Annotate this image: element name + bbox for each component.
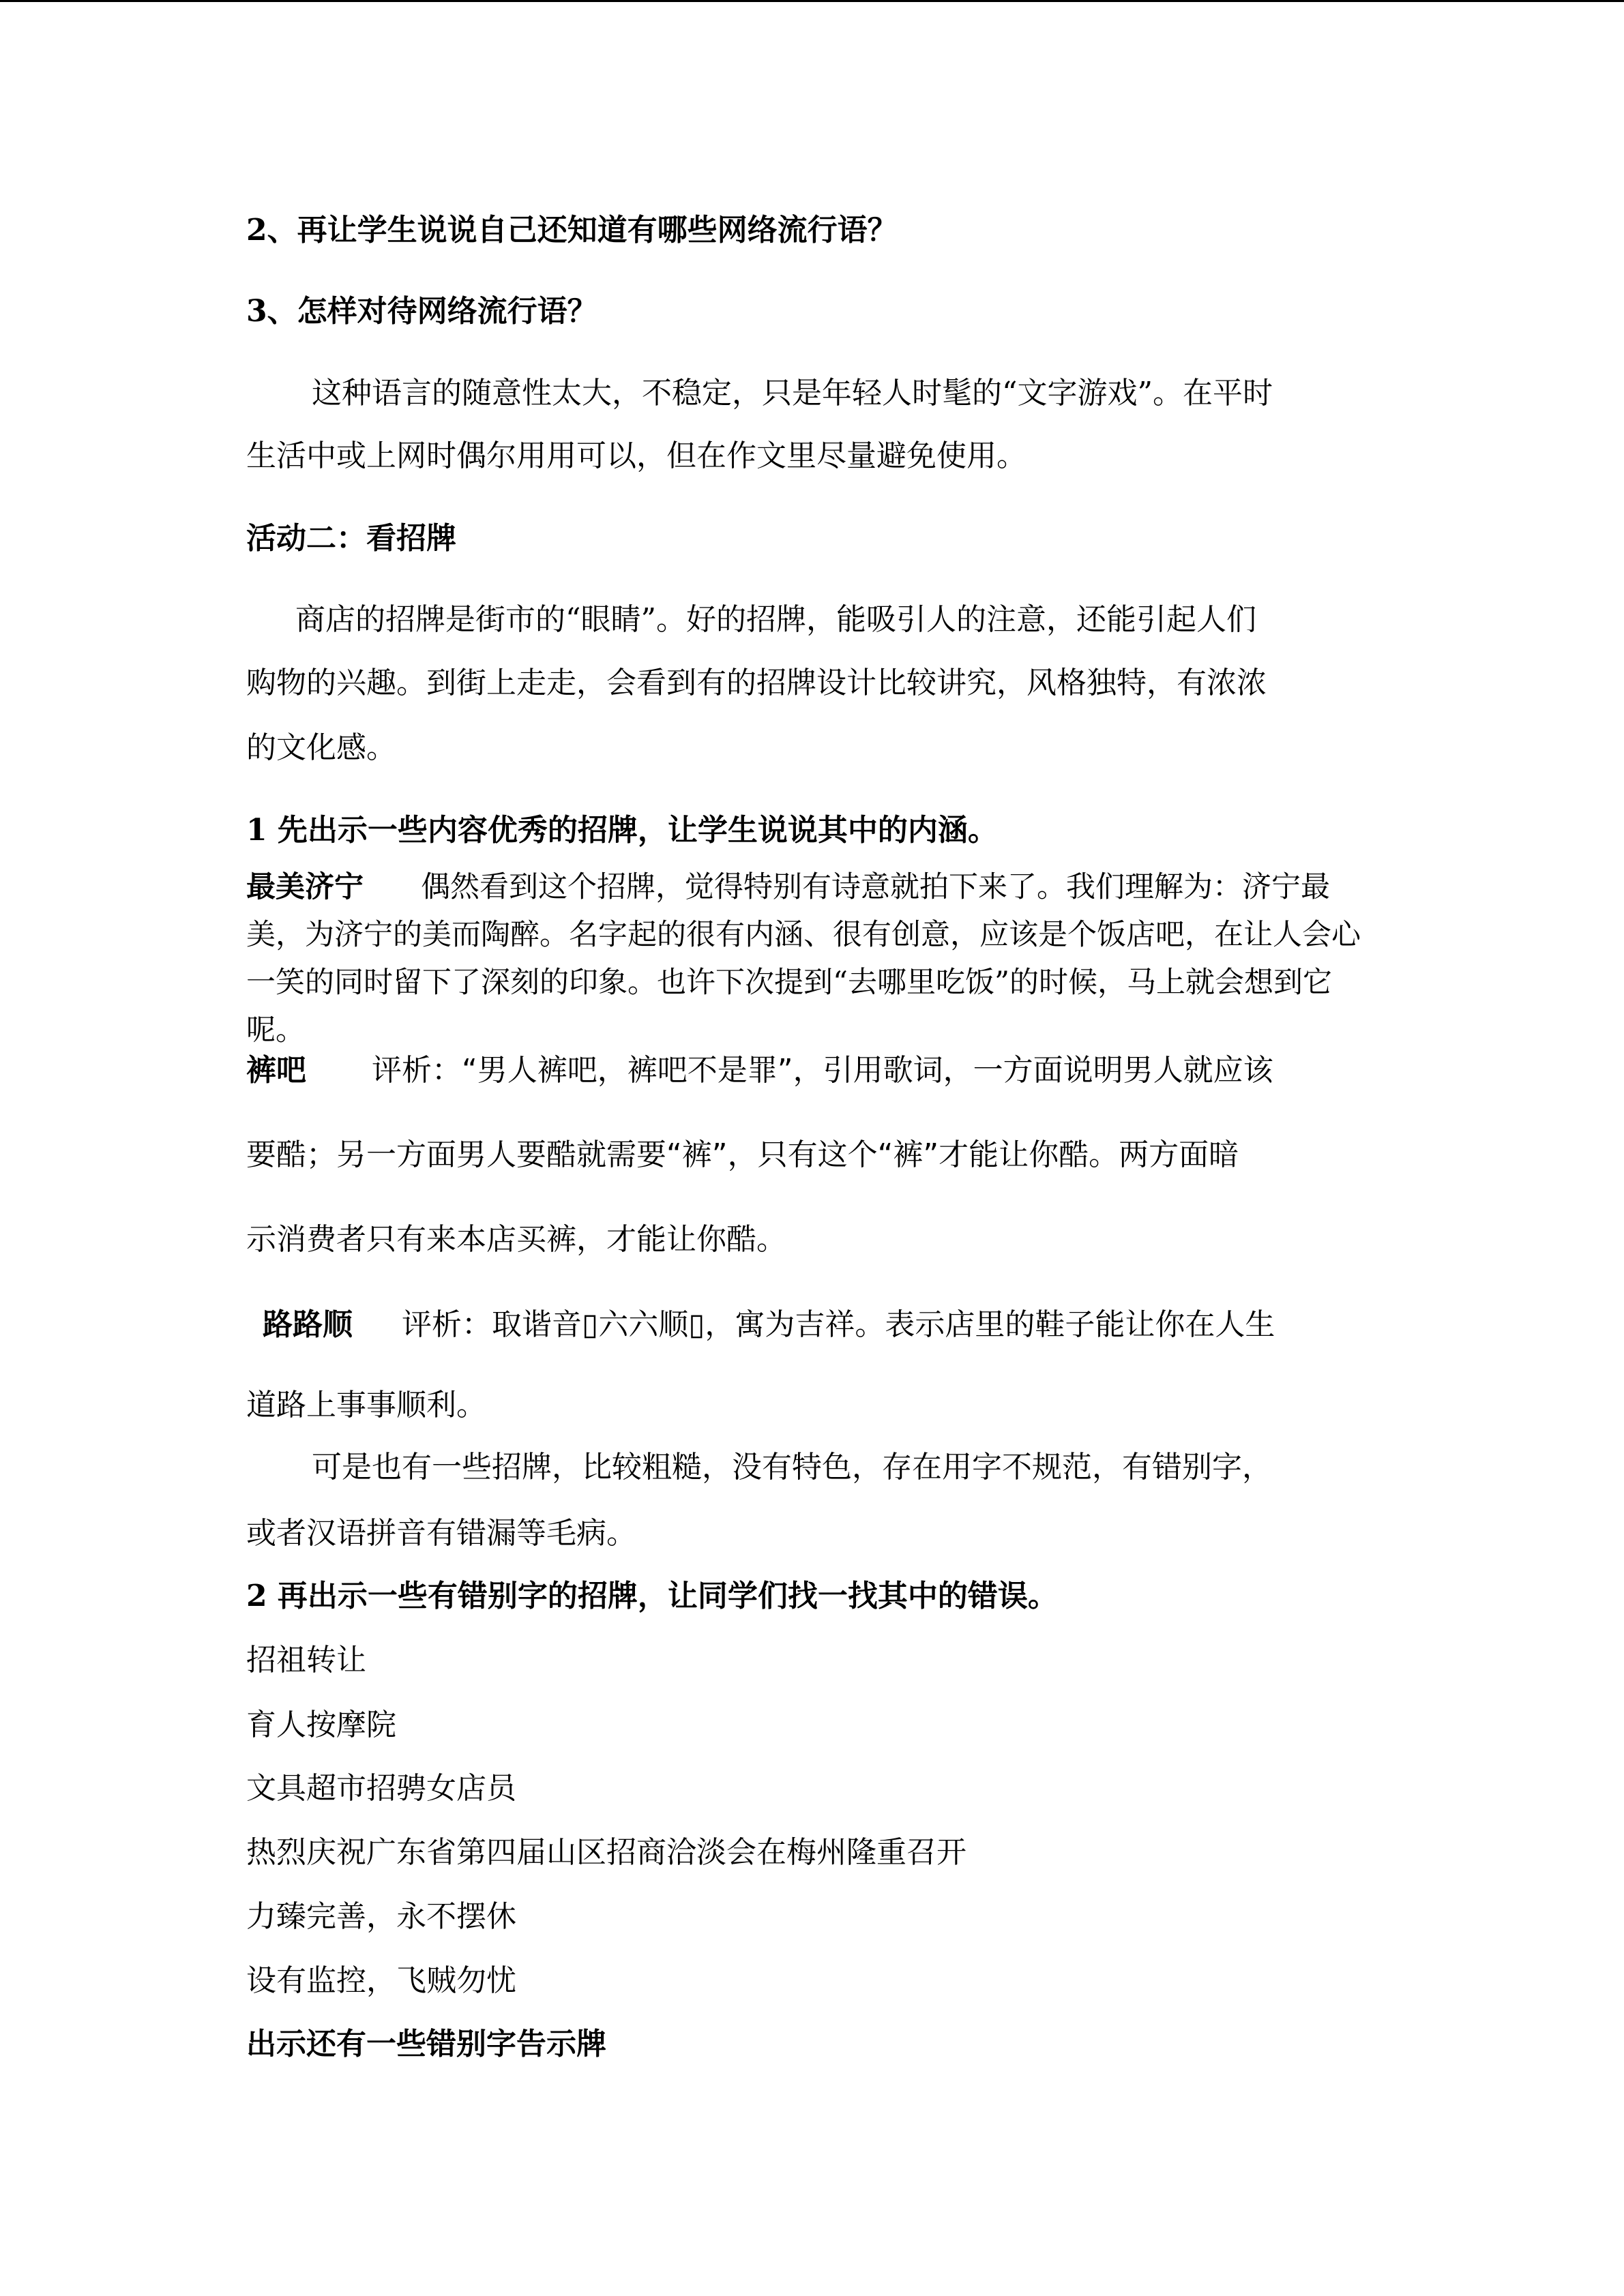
error-sign-2: 育人按摩院 bbox=[246, 1708, 396, 1742]
intro-line-3: 的文化感。 bbox=[246, 730, 396, 765]
example-1-paragraph bbox=[246, 863, 1378, 1054]
poor-signs-line-1: 可是也有一些招牌，比较粗糙，没有特色，存在用字不规范，有错别字， bbox=[312, 1450, 1272, 1485]
example-3-line-1 bbox=[263, 1307, 1275, 1342]
example-2-line-1 bbox=[246, 1053, 1273, 1088]
example-2-line-2: 要酷；另一方面男人要酷就需要“裤”，只有这个“裤”才能让你酷。两方面暗 bbox=[246, 1137, 1239, 1172]
error-sign-6: 设有监控，飞贼勿忧 bbox=[246, 1963, 516, 1998]
document-page bbox=[246, 0, 1392, 2296]
error-sign-4: 热烈庆祝广东省第四届山区招商洽淡会在梅州隆重召开 bbox=[246, 1835, 966, 1870]
question-3: 3、怎样对待网络流行语？ bbox=[246, 294, 597, 329]
example-3-line-2: 道路上事事顺利。 bbox=[246, 1388, 486, 1422]
example-3-text-line-1: 评析：取谐音▯六六顺▯，寓为吉祥。表示店里的鞋子能让你在人生 bbox=[402, 1307, 1275, 1342]
example-1-sign-name: 最美济宁 bbox=[246, 870, 364, 904]
poor-signs-line-2: 或者汉语拼音有错漏等毛病。 bbox=[246, 1516, 636, 1551]
example-3-sign-name: 路路顺 bbox=[263, 1307, 353, 1342]
closing-heading: 出示还有一些错别字告示牌 bbox=[246, 2027, 606, 2061]
answer-3-line-2: 生活中或上网时偶尔用用可以，但在作文里尽量避免使用。 bbox=[246, 438, 1027, 473]
question-2: 2、再让学生说说自己还知道有哪些网络流行语？ bbox=[246, 213, 898, 248]
intro-line-2: 购物的兴趣。到街上走走，会看到有的招牌设计比较讲究，风格独特，有浓浓 bbox=[246, 666, 1267, 700]
intro-line-1: 商店的招牌是街市的“眼睛”。好的招牌，能吸引人的注意，还能引起人们 bbox=[295, 602, 1256, 637]
answer-3-line-1: 这种语言的随意性太大，不稳定，只是年轻人时髦的“文字游戏”。在平时 bbox=[312, 376, 1273, 411]
error-sign-5: 力臻完善，永不摆休 bbox=[246, 1899, 516, 1934]
step-1-heading: 1 先出示一些内容优秀的招牌，让学生说说其中的内涵。 bbox=[246, 813, 998, 848]
error-sign-3: 文具超市招骋女店员 bbox=[246, 1771, 516, 1806]
error-sign-1: 招祖转让 bbox=[246, 1643, 366, 1678]
example-2-line-3: 示消费者只有来本店买裤，才能让你酷。 bbox=[246, 1222, 786, 1257]
example-1-description: 偶然看到这个招牌，觉得特别有诗意就拍下来了。我们理解为：济宁最美，为济宁的美而陶醉。名字起的很有内涵、很有创意，应该是个饭店吧，在让人会心一笑的同时留下了深刻的印象。也许下次提到“去哪里吃饭”的时候，马上就会想到它呢。 bbox=[246, 870, 1361, 1047]
example-2-sign-name: 裤吧 bbox=[246, 1053, 306, 1088]
step-2-heading: 2 再出示一些有错别字的招牌，让同学们找一找其中的错误。 bbox=[246, 1579, 1058, 1613]
activity-2-heading: 活动二：看招牌 bbox=[246, 521, 456, 556]
example-2-text-line-1: 评析：“男人裤吧，裤吧不是罪”，引用歌词，一方面说明男人就应该 bbox=[372, 1053, 1273, 1088]
